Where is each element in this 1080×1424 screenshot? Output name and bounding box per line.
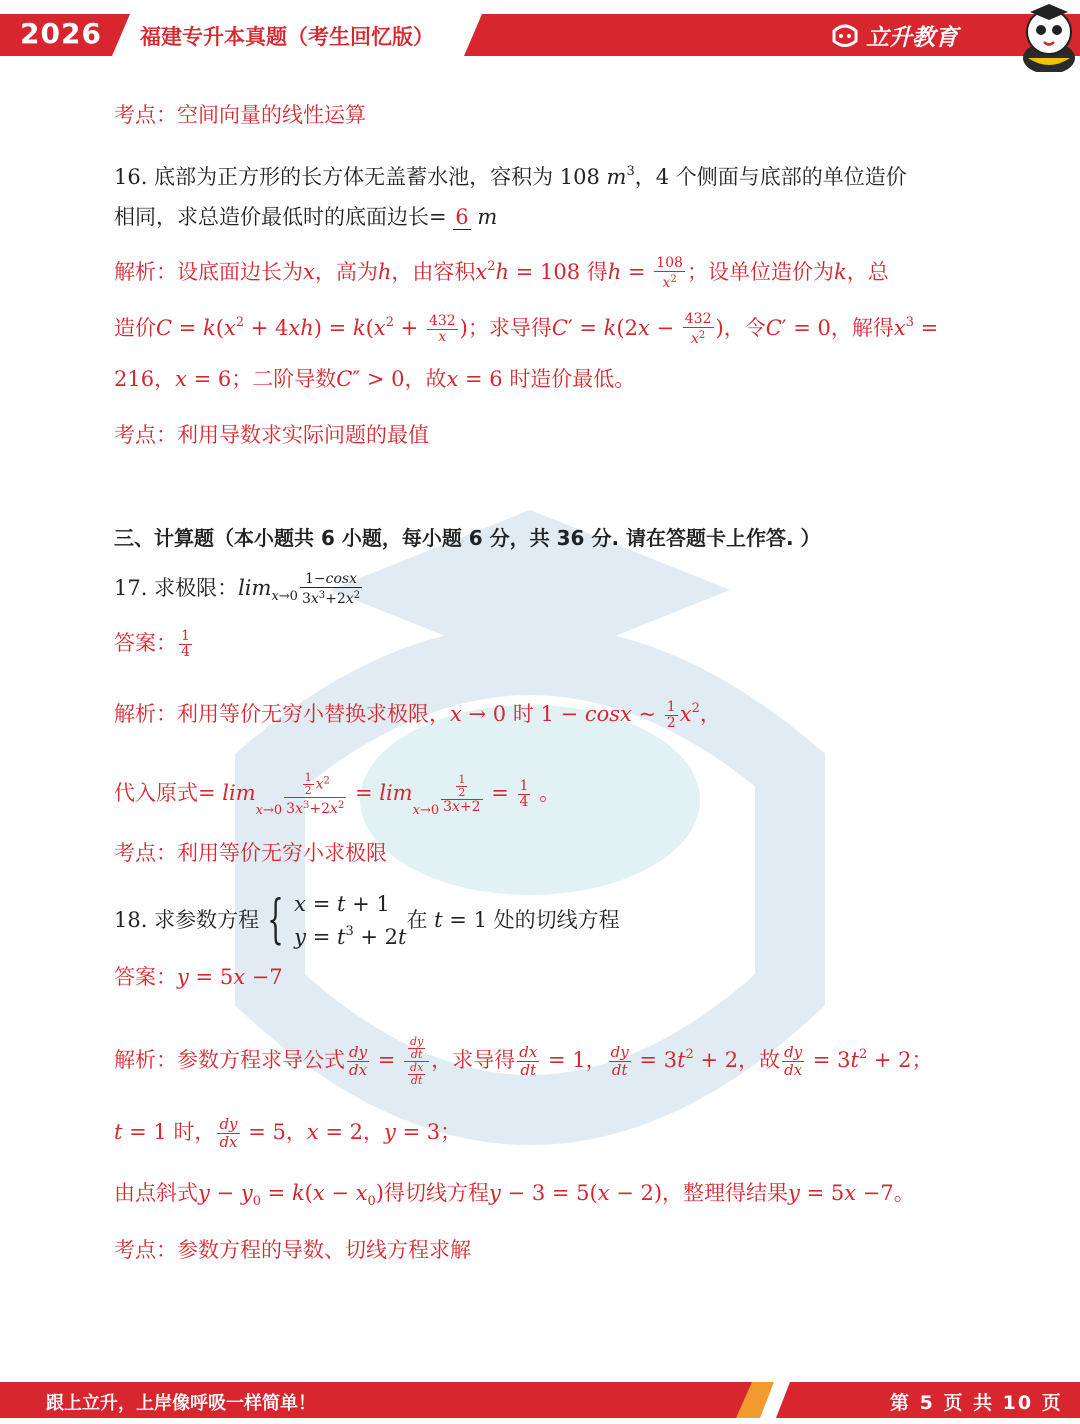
q16-answer: 6 bbox=[455, 205, 469, 229]
brand-logo bbox=[830, 19, 958, 52]
q18-sol-text: ，整理得结果 bbox=[662, 1181, 789, 1205]
q16-sol-text: ，由容积 bbox=[391, 260, 476, 284]
q16-stem-text-a: 16. 底部为正方形的长方体无盖蓄水池，容积为 108 bbox=[114, 165, 607, 189]
q18-solution-line-3: 由点斜式$y - y_0 = k(x - x_0)$得切线方程y − 3 = 5(x − 2)，整理得结果y = 5x −7。 bbox=[114, 1181, 915, 1209]
q18-sol-text: 得切线方程 bbox=[384, 1181, 489, 1205]
q17-answer: 答案： $\frac{1}{4}$ bbox=[114, 628, 190, 660]
q18-sol-text: 由点斜式 bbox=[114, 1181, 198, 1205]
q16-sol-text: = 0，解得 bbox=[793, 316, 894, 340]
q17-stem: 17. 求极限：$\lim_{x\to 0}$ $\frac{1-\cos x}{3x^3+2x^2}$ bbox=[114, 571, 361, 607]
header-title: 福建专升本真题（考生回忆版） bbox=[140, 25, 434, 49]
page-header bbox=[0, 0, 1080, 62]
brand-name: 立升教育 bbox=[866, 25, 958, 51]
q16-sol-text: ，总 bbox=[846, 260, 889, 284]
brand-mascot-icon bbox=[830, 23, 860, 49]
q16-sol-text: 二阶导数 bbox=[252, 367, 337, 391]
q16-sol-text: ，令 bbox=[723, 316, 766, 340]
q16-solution-line-2: 造价$C = k(x^2 + 4xh) = k(x^2$ + $\frac{432}{x}$ )；求导得C′ = k(2x − $\frac{432}{x^2}$ )，令C′ = 0，解得$x^3$ = bbox=[114, 311, 939, 347]
q16-sol-text: 设底面边长为 bbox=[177, 260, 303, 284]
q15-topic: 考点：空间向量的线性运算 bbox=[114, 103, 366, 127]
q16-sol-text: 216， bbox=[114, 367, 176, 391]
q18-sol-text: ，求导得 bbox=[431, 1048, 516, 1072]
page-number: 第 5 页 共 10 页 bbox=[890, 1392, 1063, 1414]
q16-unit: m bbox=[477, 205, 498, 229]
q18-topic: 考点：参数方程的导数、切线方程求解 bbox=[114, 1238, 471, 1262]
q18-stem-text: 在 bbox=[406, 908, 428, 932]
q18-stem-text: 处的切线方程 bbox=[493, 908, 620, 932]
q16-stem-text-c: 相同，求总造价最低时的底面边长= bbox=[114, 205, 447, 229]
page-footer bbox=[0, 1382, 1080, 1418]
q16-sol-text: = 108 得 bbox=[515, 260, 608, 284]
q18-sol-text: 时， bbox=[173, 1120, 216, 1144]
header-year: 2026 bbox=[20, 17, 102, 50]
q16-stem-line-1: 16. 底部为正方形的长方体无盖蓄水池，容积为 108 $m^3$，4 个侧面与底部的单位造价 bbox=[114, 164, 907, 189]
q16-sol-text: ，高为 bbox=[314, 260, 378, 284]
q17-solution-line-2: 代入原式= $\lim_{x\to 0}$ $\frac{1}{2}$ $x^2$ $3x^3+2x^2$ = $\lim_{x\to 0}$ $\frac{\frac{1}{2}}{3x+2}$ = $\frac{1}{4}$ 。 bbox=[114, 771, 561, 818]
q16-sol-text: 故 bbox=[425, 367, 447, 391]
q17-stem-text: 17. 求极限： bbox=[114, 576, 239, 600]
q18-stem: 18. 求参数方程 { x = t + 1 $y = t^3 + 2t$ 在 t = 1 处的切线方程 bbox=[114, 890, 620, 950]
section-3-heading: 三、计算题（本小题共 6 小题，每小题 6 分，共 36 分. 请在答题卡上作答. ） bbox=[114, 526, 821, 550]
q18-sol-text: 解析：参数方程求导公式 bbox=[114, 1048, 345, 1072]
q18-stem-text: 18. 求参数方程 bbox=[114, 908, 260, 932]
q16-sol-text: 造价 bbox=[114, 316, 156, 340]
q16-sol-text: 时造价最低。 bbox=[509, 367, 636, 391]
q16-solution-label: 解析： bbox=[114, 260, 177, 284]
q17-topic: 考点：利用等价无穷小求极限 bbox=[114, 841, 387, 865]
q16-stem-text-b: ，4 个侧面与底部的单位造价 bbox=[634, 165, 907, 189]
q17-answer-label: 答案： bbox=[114, 631, 177, 655]
mascot-icon bbox=[1018, 0, 1080, 72]
q16-topic: 考点：利用导数求实际问题的最值 bbox=[114, 423, 429, 447]
q18-answer: 答案：y = 5x −7 bbox=[114, 965, 283, 989]
q18-sol-text: ，故 bbox=[738, 1048, 781, 1072]
q18-answer-label: 答案： bbox=[114, 965, 177, 989]
q16-solution-line-1: 解析：设底面边长为x，高为h，由容积$x^2h = 108$ 得h = $\frac{108}{x^2}$ ；设单位造价为k，总 bbox=[114, 255, 889, 291]
q17-sol-text: 代入原式= bbox=[114, 781, 216, 805]
q17-sol-text: 时 bbox=[512, 702, 534, 726]
footer-slogan: 跟上立升，上岸像呼吸一样简单！ bbox=[46, 1393, 316, 1414]
q18-solution-line-1: 解析：参数方程求导公式 $\frac{dy}{dx}$ = $\frac{\frac{dy}{dt}}{\frac{dx}{dt}}$ ，求导得 $\frac{dx}{dt}$ = 1， $\frac{dy}{dt}$ = $3t^2 + 2$，故 $\frac{dy}{dx}$ = $3t^2 + 2$； bbox=[114, 1035, 933, 1087]
q16-stem-line-2 bbox=[114, 202, 497, 232]
q17-sol-text: 解析：利用等价无穷小替换求极限， bbox=[114, 702, 450, 726]
q18-equation-system: { x = t + 1 $y = t^3 + 2t$ bbox=[267, 890, 407, 950]
q18-solution-line-2: t = 1 时， $\frac{dy}{dx}$ = 5，x = 2，y = 3； bbox=[114, 1115, 462, 1151]
q16-sol-text: 求导得 bbox=[488, 316, 552, 340]
q16-solution-line-3: 216，x = 6；二阶导数C″ > 0，故x = 6 时造价最低。 bbox=[114, 367, 636, 391]
q16-sol-text: 设单位造价为 bbox=[707, 260, 834, 284]
q17-solution-line-1: 解析：利用等价无穷小替换求极限，x → 0 时 1 − cosx ~ $\frac{1}{2}$ $x^2$， bbox=[114, 699, 721, 731]
